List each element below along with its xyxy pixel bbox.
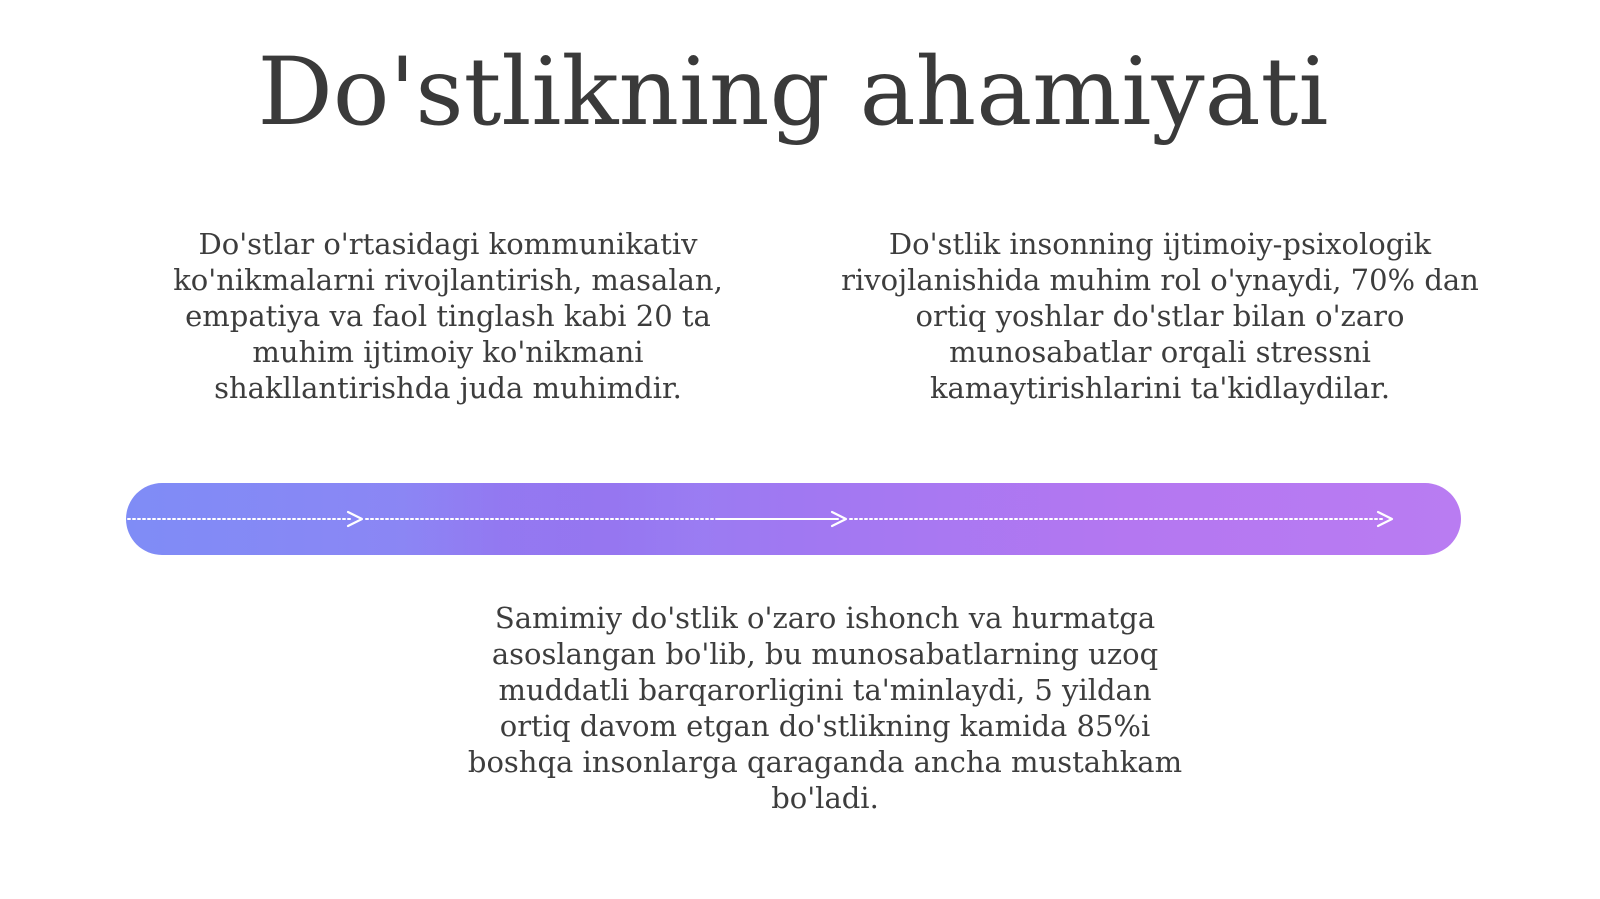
- right-text-block: Do'stlik insonning ijtimoiy-psixologik rivojlanishida muhim rol o'ynaydi, 70% dan ortiq yoshlar do'stlar bilan o'zaro munosabatlar orqali stressni kamaytirishlarini ta'kidlaydilar.: [841, 227, 1479, 405]
- slide-title: Do'stlikning ahamiyati: [257, 38, 1329, 147]
- timeline-arrows: [126, 483, 1461, 555]
- timeline-bar: [126, 483, 1461, 555]
- left-text-block: Do'stlar o'rtasidagi kommunikativ ko'nikmalarni rivojlantirish, masalan, empatiya va faol tinglash kabi 20 ta muhim ijtimoiy ko'nikmani shakllantirishda juda muhimdir.: [173, 227, 723, 405]
- bottom-text-block: Samimiy do'stlik o'zaro ishonch va hurmatga asoslangan bo'lib, bu munosabatlarning uzoq muddatli barqarorligini ta'minlaydi, 5 yildan ortiq davom etgan do'stlikning kamida 85%i boshqa insonlarga qaraganda ancha mustahkam bo'ladi.: [467, 601, 1183, 815]
